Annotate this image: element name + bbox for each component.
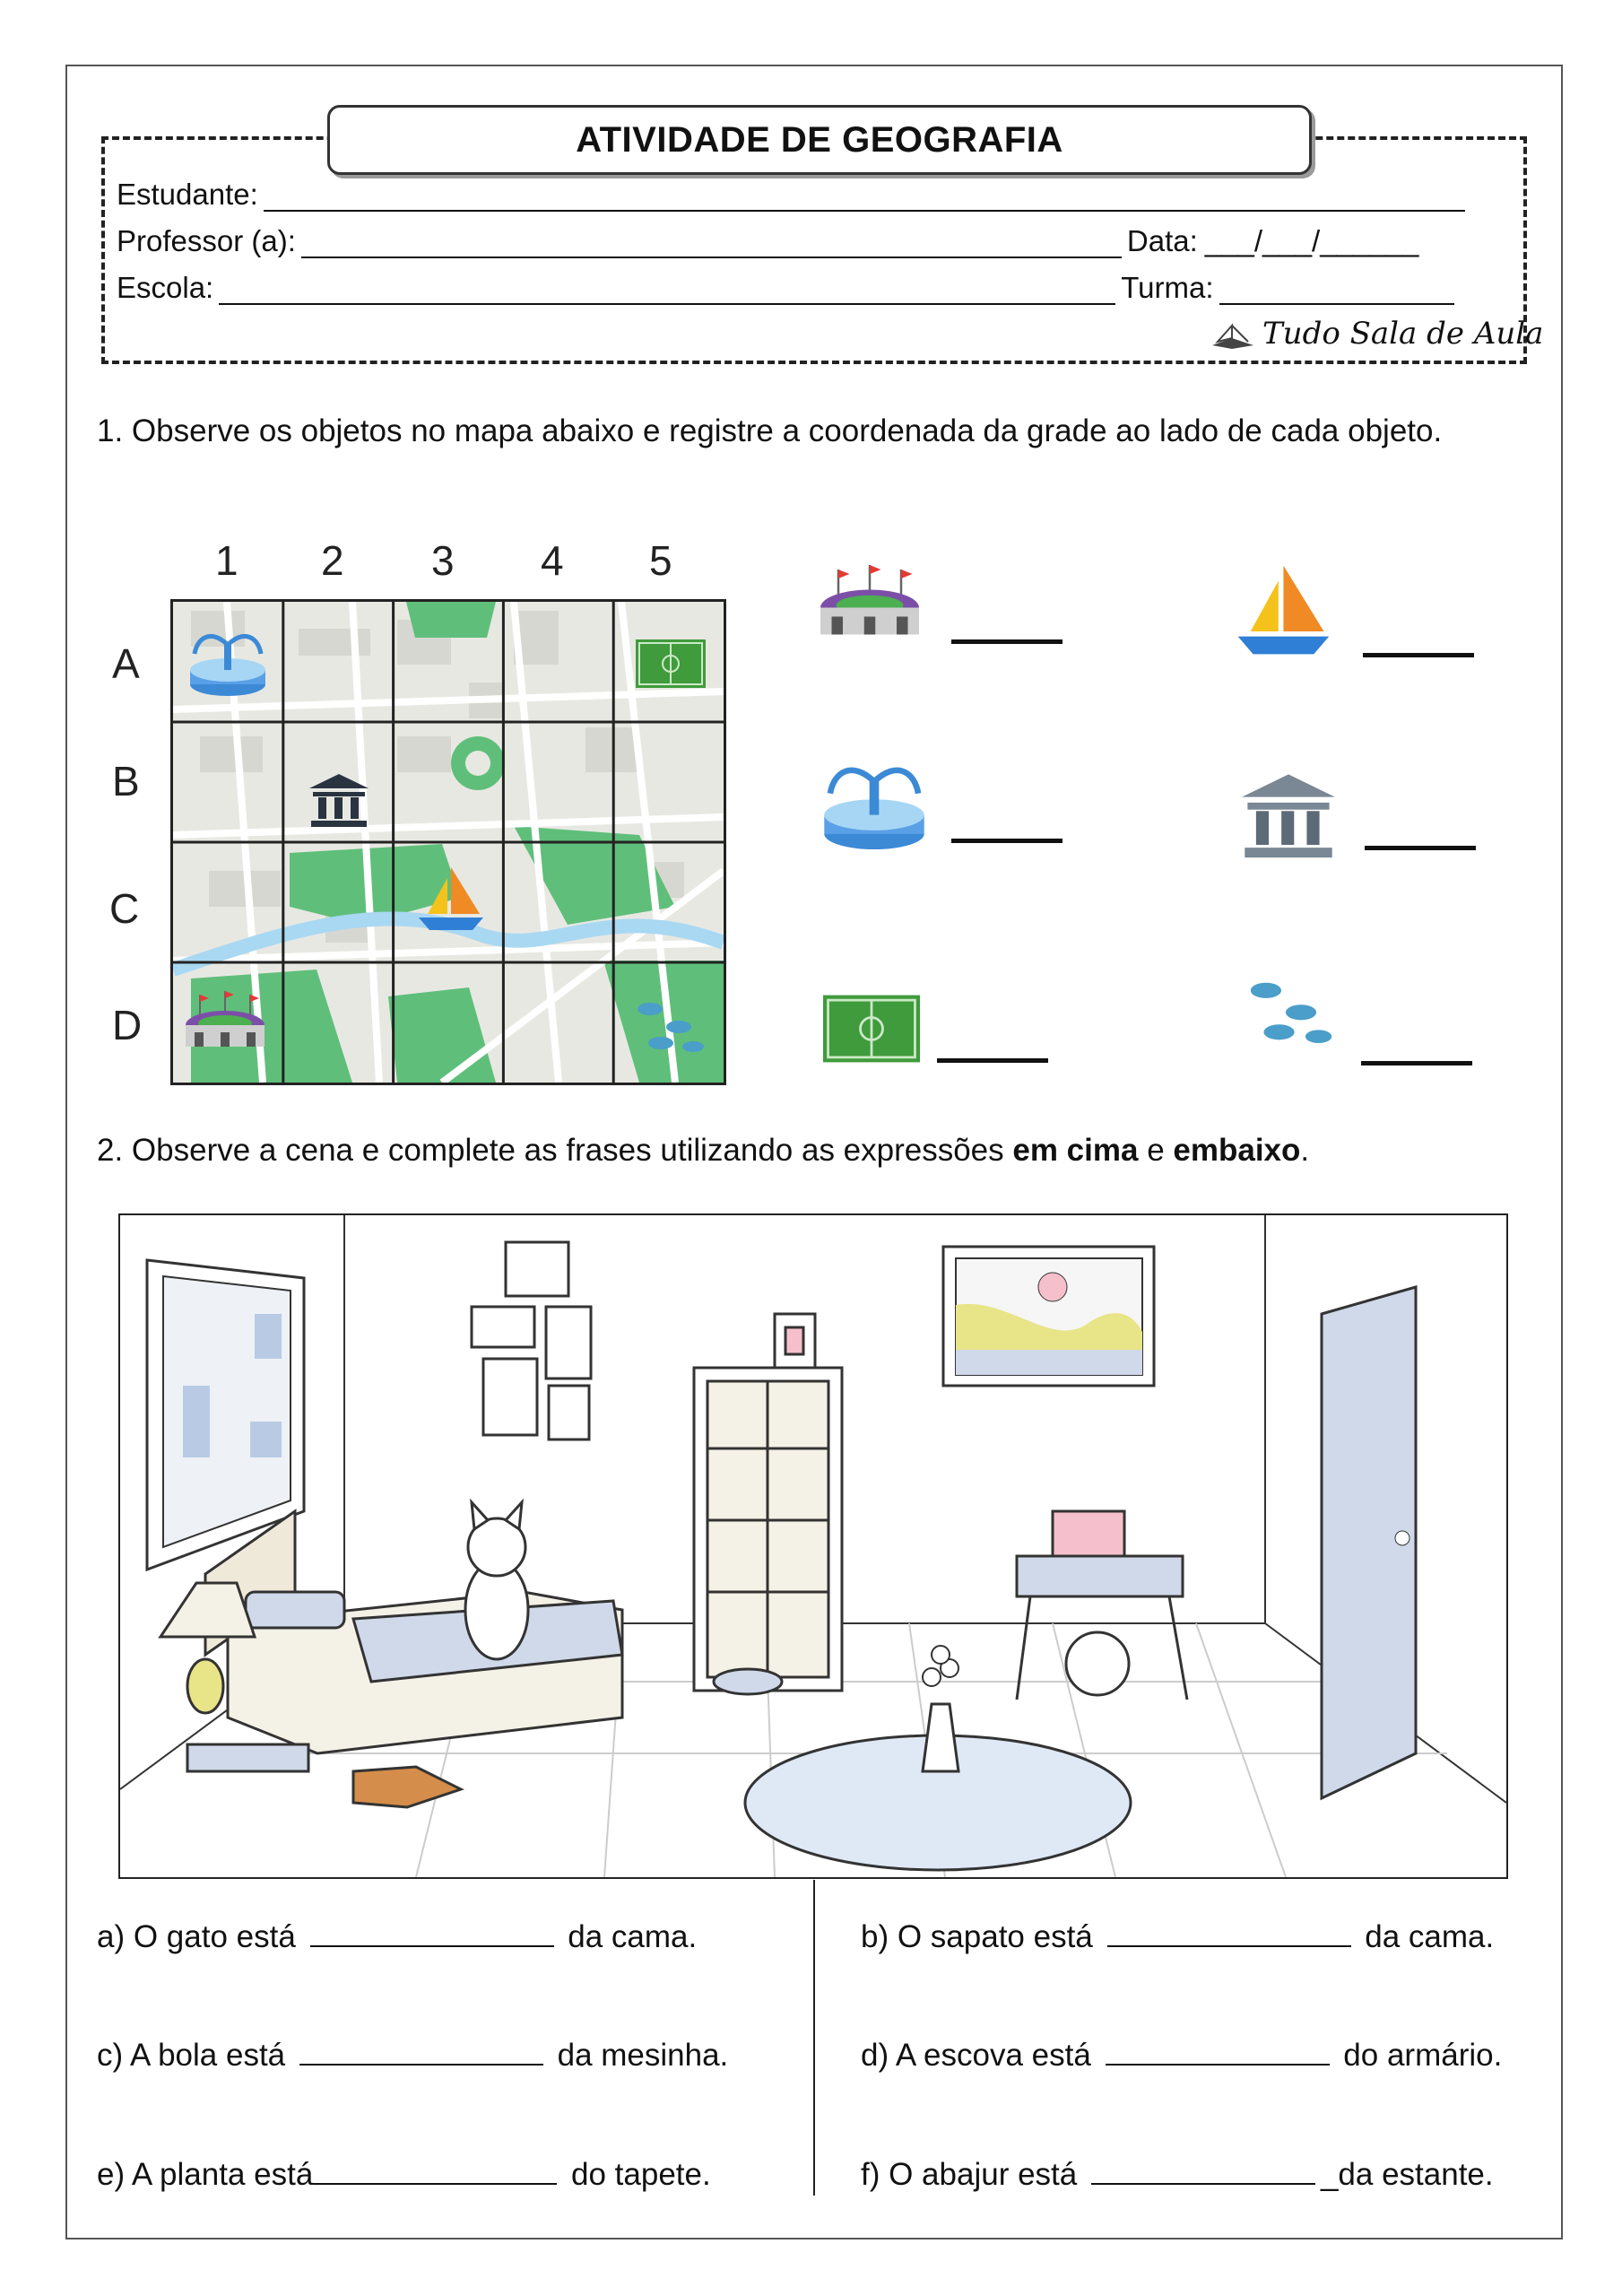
answer-blank-museum[interactable] — [1365, 846, 1476, 850]
answer-museum-icon — [1239, 771, 1338, 859]
col-label-1: 1 — [215, 537, 239, 584]
col-label-4: 4 — [541, 537, 564, 584]
row-label-a: A — [112, 640, 140, 687]
col-label-5: 5 — [649, 537, 672, 584]
sentence-d: d) A escova está do armário. — [861, 2038, 1503, 2073]
stadium-icon — [182, 987, 268, 1059]
answer-blank-fountain[interactable] — [951, 839, 1063, 843]
row-label-d: D — [112, 1002, 143, 1048]
answer-fountain-icon — [816, 744, 932, 859]
school-blank[interactable] — [219, 276, 1115, 305]
col-label-2: 2 — [321, 537, 344, 584]
soccer-field-icon — [636, 639, 706, 688]
blank-c[interactable] — [299, 2040, 543, 2066]
answer-sailboat-icon — [1233, 561, 1331, 659]
fountain-icon — [184, 620, 272, 700]
answer-blank-fish[interactable] — [1361, 1061, 1472, 1065]
date-blank[interactable]: ___/___/______ — [1204, 224, 1419, 257]
blank-f[interactable] — [1091, 2160, 1315, 2185]
fish-icon — [630, 996, 711, 1059]
worksheet-title: ATIVIDADE DE GEOGRAFIA — [327, 105, 1312, 175]
teacher-field — [117, 224, 1418, 258]
student-blank[interactable] — [264, 183, 1465, 212]
class-label: Turma: — [1121, 271, 1214, 304]
book-icon — [1210, 318, 1255, 349]
school-label: Escola: — [117, 271, 214, 304]
blank-e[interactable] — [313, 2160, 557, 2185]
sentence-f: f) O abajur está _da estante. — [861, 2157, 1494, 2192]
col-label-3: 3 — [431, 537, 455, 584]
teacher-blank[interactable] — [301, 230, 1122, 258]
sentence-c: c) A bola está da mesinha. — [97, 2038, 729, 2073]
blank-b[interactable] — [1107, 1922, 1351, 1947]
sailboat-icon — [415, 864, 485, 934]
city-map-grid — [170, 599, 726, 1085]
student-field — [117, 178, 1470, 212]
sentence-b: b) O sapato está da cama. — [861, 1919, 1495, 1954]
brand-logo: Tudo Sala de Aula — [1210, 316, 1543, 352]
museum-icon — [308, 772, 370, 828]
answer-soccer-field-icon — [823, 994, 920, 1064]
blank-d[interactable] — [1106, 2040, 1330, 2066]
row-label-c: C — [109, 885, 140, 932]
question-1-text: 1. Observe os objetos no mapa abaixo e registre a coordenada da grade ao lado de cada objeto. — [97, 413, 1443, 448]
column-divider — [813, 1880, 815, 2196]
date-label: Data: — [1126, 224, 1198, 257]
row-label-b: B — [112, 758, 140, 804]
sentence-a: a) O gato está da cama. — [97, 1919, 698, 1954]
answer-fish-icon — [1242, 967, 1340, 1060]
student-label: Estudante: — [117, 178, 258, 211]
question-2-text: 2. Observe a cena e complete as frases utilizando as expressões em cima e embaixo. — [97, 1133, 1310, 1168]
answer-blank-soccer-field[interactable] — [937, 1058, 1048, 1063]
blank-a[interactable] — [310, 1922, 554, 1947]
sentence-e: e) A planta está do tapete. — [97, 2157, 711, 2192]
bedroom-scene — [118, 1213, 1508, 1879]
answer-blank-stadium[interactable] — [951, 639, 1063, 644]
answer-blank-sailboat[interactable] — [1363, 653, 1474, 657]
class-blank[interactable] — [1219, 276, 1454, 305]
answer-stadium-icon — [816, 559, 924, 652]
teacher-label: Professor (a): — [117, 224, 296, 257]
school-field — [117, 271, 1460, 305]
